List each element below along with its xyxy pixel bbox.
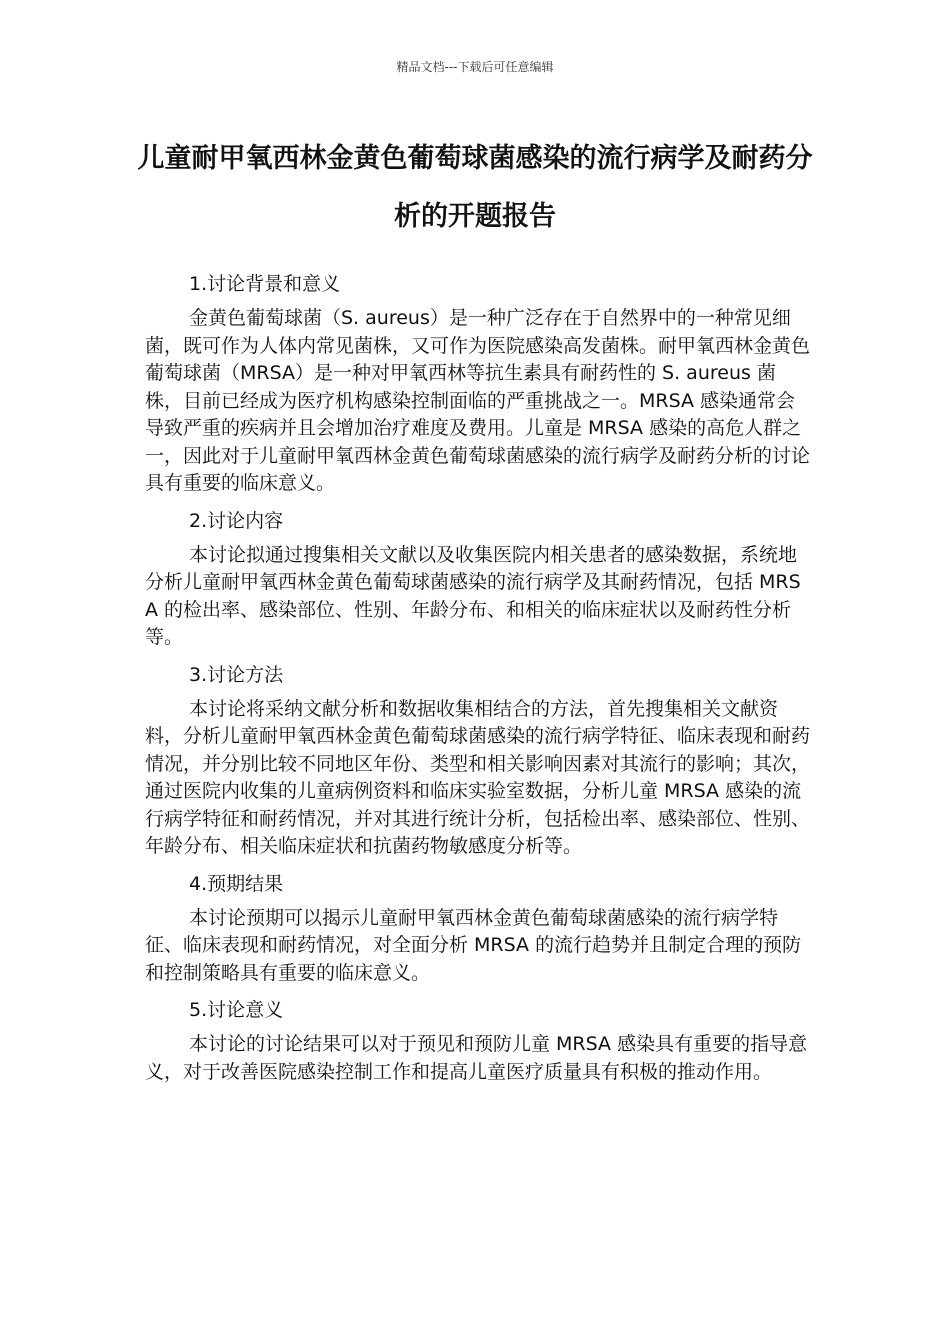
- section-4: [145, 870, 810, 988]
- document-body: [145, 270, 810, 1095]
- section-paragraph: 本讨论拟通过搜集相关文献以及收集医院内相关患者的感染数据，系统地分析儿童耐甲氧西林金黄色葡萄球菌感染的流行病学及其耐药情况，包括 MRSA 的检出率、感染部位、性别、年龄分布、和相关的临床症状以及耐药性分析等。: [145, 543, 801, 648]
- section-paragraph: 金黄色葡萄球菌（S. aureus）是一种广泛存在于自然界中的一种常见细菌，既可作为人体内常见菌株，又可作为医院感染高发菌株。耐甲氧西林金黄色葡萄球菌（MRSA）是一种对甲氧西林等抗生素具有耐药性的 S. aureus 菌株，目前已经成为医疗机构感染控制面临的严重挑战之一。MRSA 感染通常会导致严重的疾病并且会增加治疗难度及费用。儿童是 MRSA 感染的高危人群之一，因此对于儿童耐甲氧西林金黄色葡萄球菌感染的流行病学及耐药分析的讨论具有重要的临床意义。: [145, 307, 811, 494]
- section-heading: 3.讨论方法: [189, 663, 284, 686]
- section-heading: 1.讨论背景和意义: [189, 273, 341, 295]
- document-title: 儿童耐甲氧西林金黄色葡萄球菌感染的流行病学及耐药分析的开题报告: [137, 143, 813, 232]
- section-5: [145, 996, 810, 1086]
- section-heading: 5.讨论意义: [189, 999, 284, 1021]
- section-1: [145, 270, 810, 498]
- section-paragraph: 本讨论将采纳文献分析和数据收集相结合的方法，首先搜集相关文献资料，分析儿童耐甲氧西林金黄色葡萄球菌感染的流行病学特征、临床表现和耐药情况，并分别比较不同地区年份、类型和相关影响因素对其流行的影响；其次，通过医院内收集的儿童病例资料和临床实验室数据，分析儿童 MRSA 感染的流行病学特征和耐药情况，并对其进行统计分析，包括检出率、感染部位、性别、年龄分布、相关临床症状和抗菌药物敏感度分析等。: [145, 697, 811, 857]
- section-3: [145, 661, 810, 861]
- section-heading: 4.预期结果: [189, 872, 284, 895]
- section-paragraph: 本讨论预期可以揭示儿童耐甲氧西林金黄色葡萄球菌感染的流行病学特征、临床表现和耐药情况，对全面分析 MRSA 的流行趋势并且制定合理的预防和控制策略具有重要的临床意义。: [145, 906, 802, 984]
- section-2: [145, 507, 810, 652]
- header-note: 精品文档---下载后可任意编辑: [396, 60, 554, 74]
- section-paragraph: 本讨论的讨论结果可以对于预见和预防儿童 MRSA 感染具有重要的指导意义，对于改善医院感染控制工作和提高儿童医疗质量具有积极的推动作用。: [145, 1033, 808, 1083]
- section-heading: 2.讨论内容: [189, 509, 284, 532]
